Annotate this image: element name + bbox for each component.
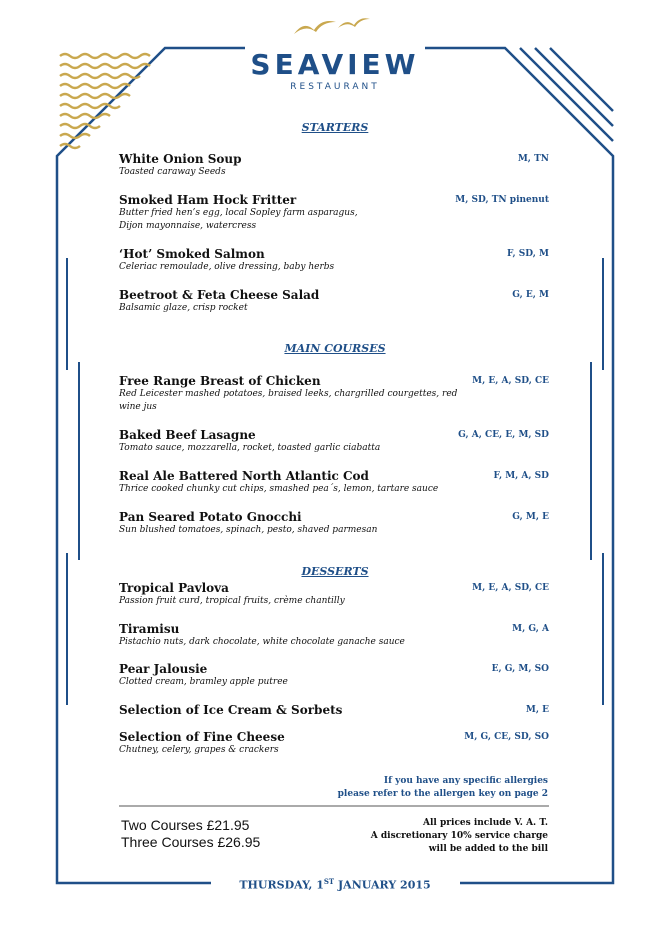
- item-name: Smoked Ham Hock Fritter: [119, 193, 297, 207]
- allergy-note-line2: please refer to the allergen key on page 2: [337, 789, 548, 799]
- item-desc: Red Leicester mashed potatoes, braised leeks, chargrilled courgettes, red wine jus: [119, 389, 458, 412]
- item-name: Pear Jalousie: [119, 662, 208, 676]
- item-allergens: M, E, A, SD, CE: [472, 583, 549, 593]
- menu-item: [119, 193, 549, 233]
- item-name: Baked Beef Lasagne: [119, 428, 256, 442]
- item-name: Free Range Breast of Chicken: [119, 374, 321, 388]
- item-desc: Balsamic glaze, crisp rocket: [119, 303, 248, 313]
- menu-date: [0, 877, 670, 892]
- vat-note-line3: will be added to the bill: [428, 844, 548, 854]
- item-allergens: F, M, A, SD: [493, 471, 549, 481]
- item-allergens: M, G, CE, SD, SO: [464, 732, 549, 742]
- item-desc: Chutney, celery, grapes & crackers: [119, 745, 279, 755]
- item-desc: Passion fruit curd, tropical fruits, crème chantilly: [119, 596, 345, 606]
- item-desc: Tomato sauce, mozzarella, rocket, toasted garlic ciabatta: [119, 443, 381, 453]
- vat-note-line1: All prices include V. A. T.: [423, 818, 548, 828]
- menu-item: [119, 152, 549, 179]
- item-name: Selection of Ice Cream & Sorbets: [119, 703, 343, 717]
- item-allergens: G, A, CE, E, M, SD: [458, 430, 549, 440]
- menu-item: [119, 662, 549, 689]
- menu-item: [119, 622, 549, 649]
- item-allergens: G, E, M: [512, 290, 549, 300]
- item-name: White Onion Soup: [119, 152, 242, 166]
- course-prices: [121, 817, 260, 851]
- item-allergens: M, E: [525, 705, 549, 715]
- vat-note: [371, 817, 548, 856]
- menu-item: [119, 703, 549, 717]
- menu-item: [119, 469, 549, 496]
- three-courses-price: Three Courses £26.95: [121, 834, 261, 850]
- menu-item: [119, 288, 549, 315]
- item-desc: Toasted caraway Seeds: [119, 167, 226, 177]
- menu-item: [119, 730, 549, 757]
- item-name: Tropical Pavlova: [119, 581, 229, 595]
- brand-title: SEAVIEW: [250, 48, 420, 81]
- item-name: Selection of Fine Cheese: [119, 730, 285, 744]
- menu-item: [119, 374, 549, 414]
- item-name: Real Ale Battered North Atlantic Cod: [119, 469, 369, 483]
- section-title-main-courses: MAIN COURSES: [284, 342, 386, 355]
- item-name: ‘Hot’ Smoked Salmon: [119, 247, 265, 261]
- two-courses-price: Two Courses £21.95: [121, 817, 250, 833]
- item-desc: Celeriac remoulade, olive dressing, baby herbs: [119, 262, 335, 272]
- section-title-desserts: DESSERTS: [301, 565, 369, 578]
- seagulls-icon: [290, 14, 380, 42]
- menu-item: [119, 581, 549, 608]
- item-allergens: E, G, M, SO: [491, 664, 549, 674]
- item-desc: Clotted cream, bramley apple putree: [119, 677, 288, 687]
- menu-item: [119, 428, 549, 455]
- item-desc: Thrice cooked chunky cut chips, smashed pea´s, lemon, tartare sauce: [119, 484, 439, 494]
- item-allergens: G, M, E: [512, 512, 549, 522]
- allergy-note: [338, 775, 548, 801]
- brand-subtitle: RESTAURANT: [290, 82, 380, 92]
- item-allergens: M, SD, TN pinenut: [455, 195, 549, 205]
- item-desc: Butter fried hen’s egg, local Sopley farm asparagus, Dijon mayonnaise, watercress: [119, 208, 358, 231]
- item-name: Beetroot & Feta Cheese Salad: [119, 288, 320, 302]
- section-title-starters: STARTERS: [301, 121, 369, 134]
- logo: [0, 14, 670, 92]
- item-allergens: M, E, A, SD, CE: [472, 376, 549, 386]
- date-rest: JANUARY 2015: [334, 878, 431, 892]
- date-ordinal: ST: [323, 877, 335, 886]
- item-allergens: M, G, A: [512, 624, 549, 634]
- menu-item: [119, 247, 549, 274]
- item-desc: Pistachio nuts, dark chocolate, white chocolate ganache sauce: [119, 637, 405, 647]
- menu-item: [119, 510, 549, 537]
- item-allergens: F, SD, M: [507, 249, 549, 259]
- vat-note-line2: A discretionary 10% service charge: [370, 831, 548, 841]
- date-prefix: THURSDAY, 1: [239, 878, 324, 892]
- item-name: Tiramisu: [119, 622, 180, 636]
- item-allergens: M, TN: [517, 154, 549, 164]
- item-name: Pan Seared Potato Gnocchi: [119, 510, 302, 524]
- allergy-note-line1: If you have any specific allergies: [383, 776, 548, 786]
- item-desc: Sun blushed tomatoes, spinach, pesto, shaved parmesan: [119, 525, 378, 535]
